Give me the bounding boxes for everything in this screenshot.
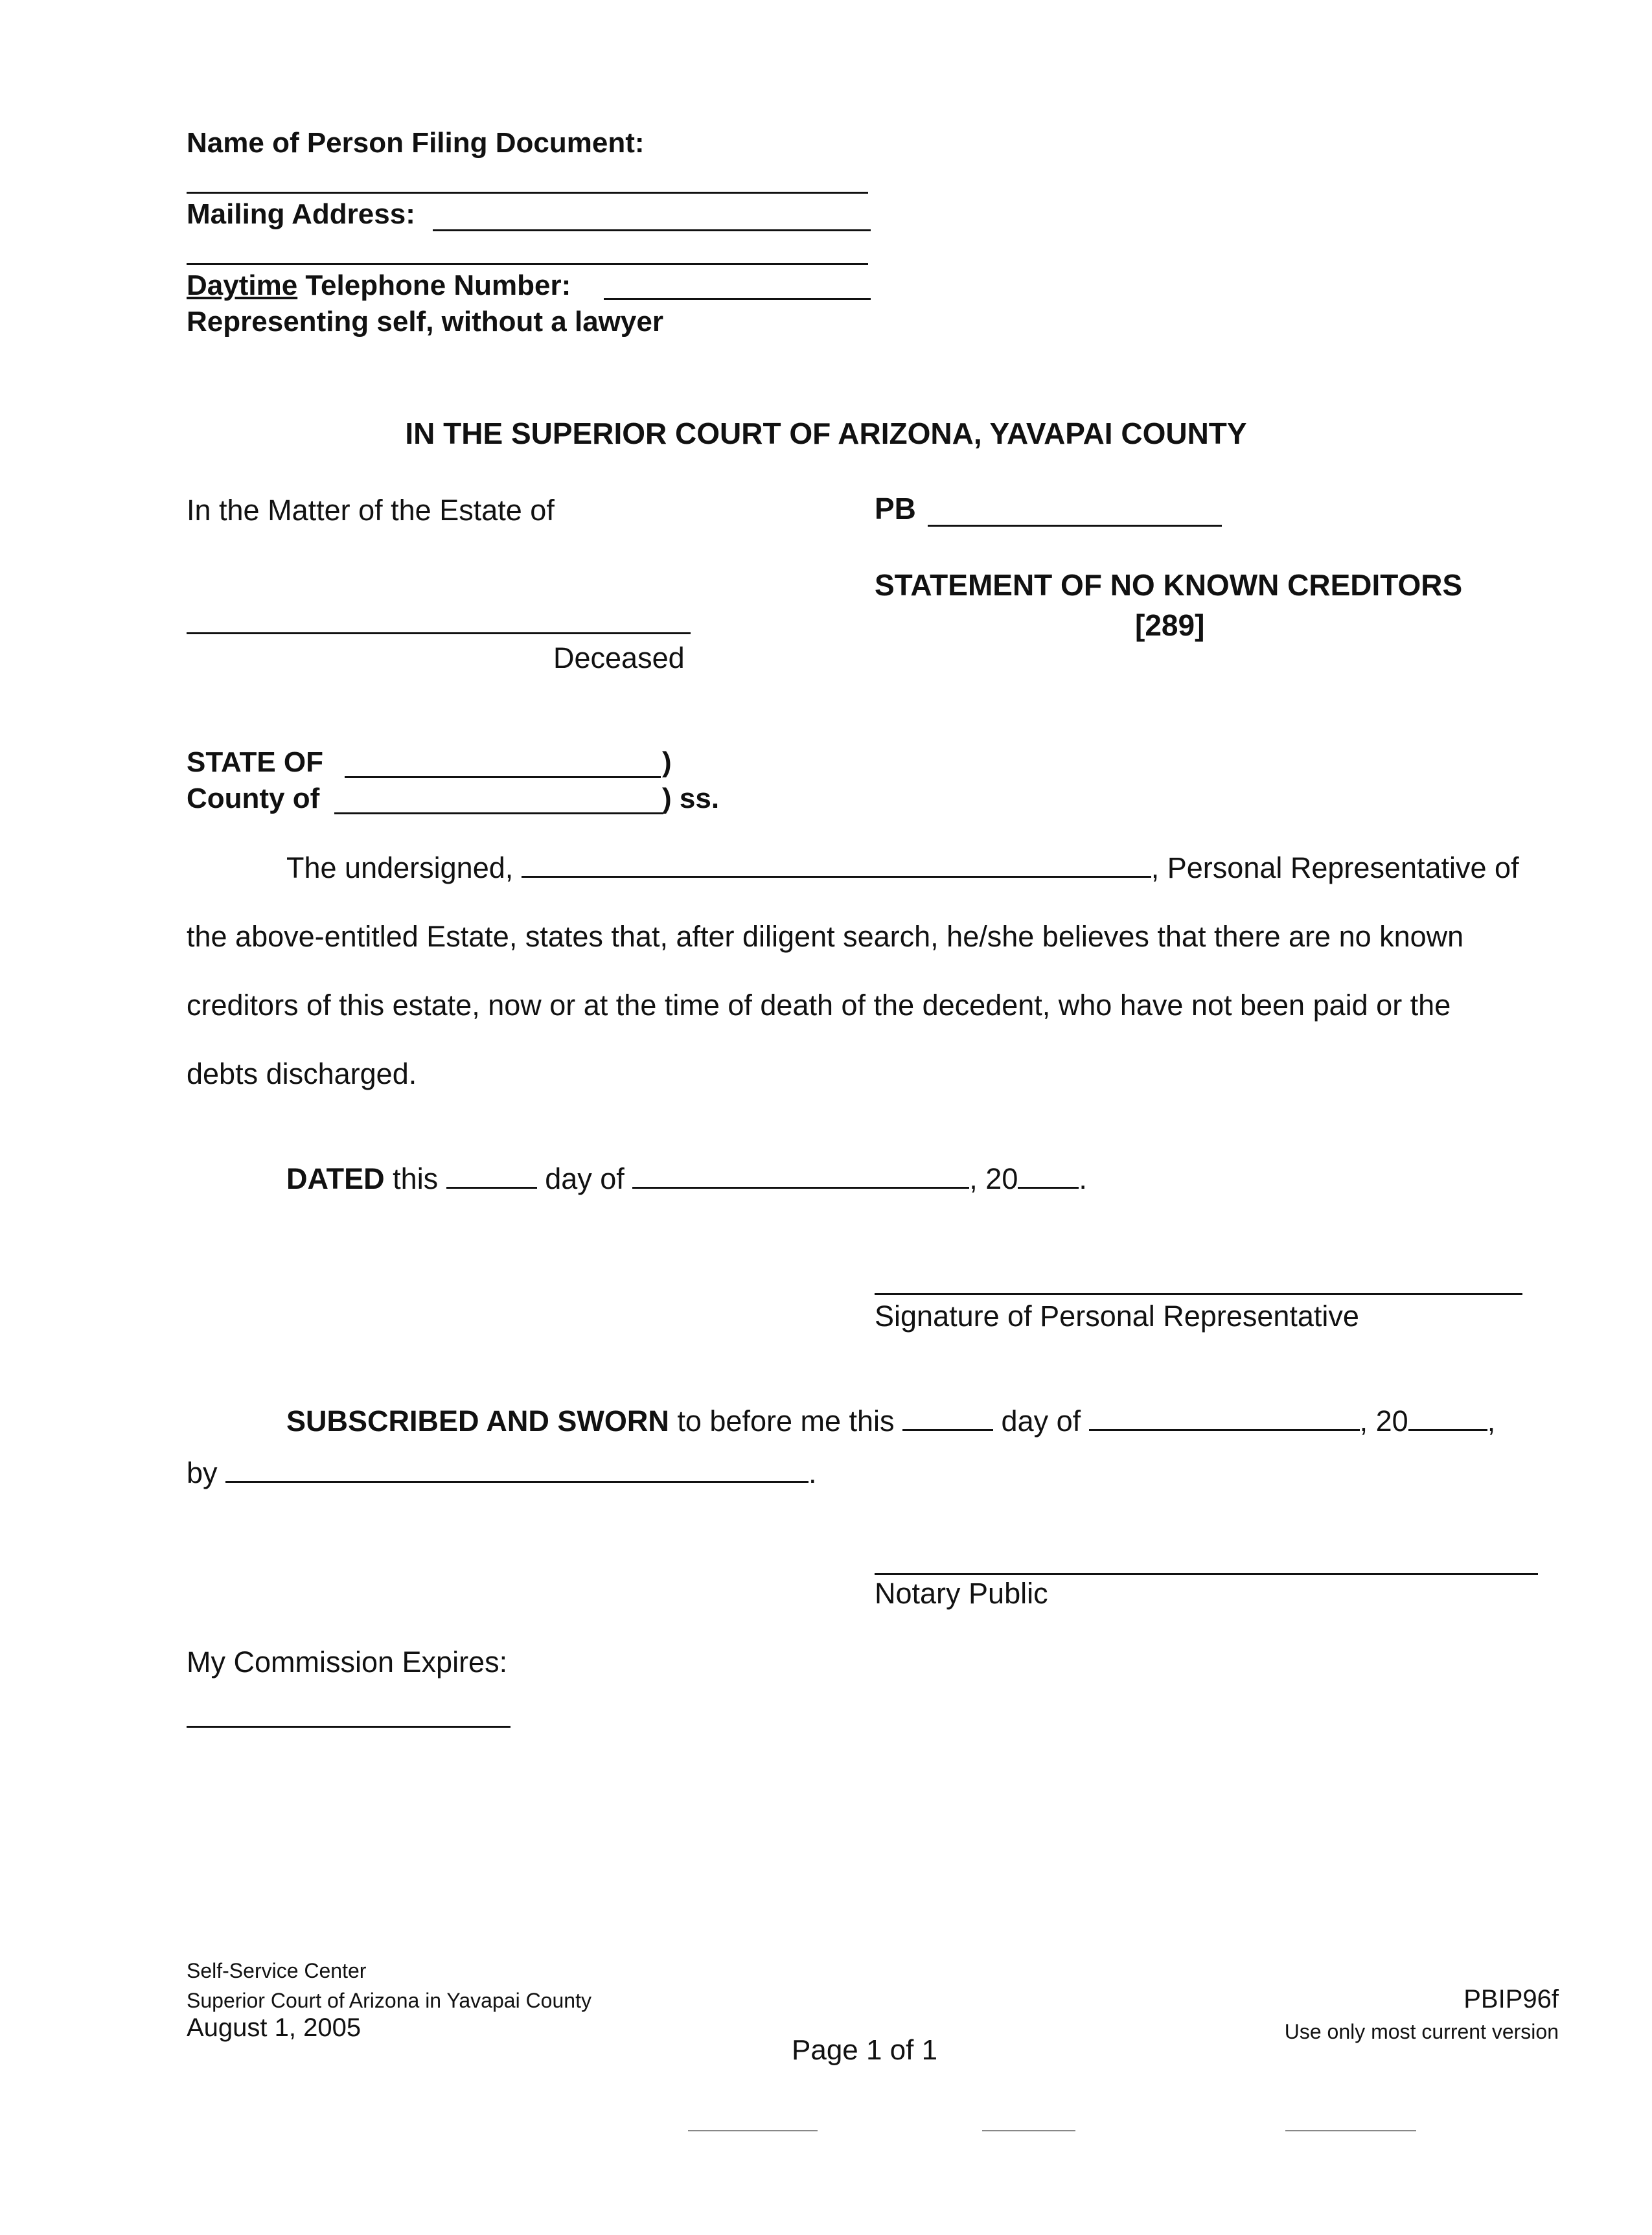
footer-date: August 1, 2005 (187, 2013, 361, 2042)
pb-label: PB (875, 492, 916, 525)
footer-court-name: Superior Court of Arizona in Yavapai County (187, 1989, 591, 2012)
mailing-address-field-2[interactable] (187, 263, 868, 265)
mailing-address-field[interactable] (433, 229, 871, 231)
sworn-comma: , (1487, 1404, 1496, 1438)
county-field[interactable] (334, 812, 663, 814)
daytime-word: Daytime (187, 269, 298, 301)
footer-page-number: Page 1 of 1 (792, 2034, 938, 2066)
filer-name-field[interactable] (187, 192, 868, 194)
sworn-comma-20: , 20 (1359, 1404, 1408, 1438)
deceased-label: Deceased (553, 641, 685, 674)
estate-matter-label: In the Matter of the Estate of (187, 494, 555, 527)
representing-self-label: Representing self, without a lawyer (187, 306, 663, 338)
footer-version-note: Use only most current version (1284, 2020, 1559, 2043)
pb-case-number-field[interactable] (928, 525, 1222, 527)
commission-expires-label: My Commission Expires: (187, 1645, 508, 1679)
document-title: STATEMENT OF NO KNOWN CREDITORS (875, 568, 1463, 602)
sworn-by-field[interactable] (225, 1459, 809, 1483)
statement-line-4: debts discharged. (187, 1057, 417, 1090)
scan-mark-1 (688, 2130, 818, 2131)
state-paren: ) (662, 746, 672, 778)
pr-signature-line[interactable] (875, 1293, 1522, 1295)
county-of-label: County of (187, 783, 320, 814)
sworn-month-field[interactable] (1089, 1407, 1360, 1431)
dated-day-of: day of (536, 1162, 633, 1195)
dated-label: DATED (286, 1162, 385, 1195)
dated-comma-20: , 20 (969, 1162, 1018, 1195)
sworn-day-of: day of (993, 1404, 1089, 1438)
scan-mark-3 (1285, 2130, 1416, 2131)
court-title: IN THE SUPERIOR COURT OF ARIZONA, YAVAPAI COUNTY (405, 417, 1247, 450)
sworn-text: to before me this (669, 1404, 903, 1438)
dated-period: . (1079, 1162, 1087, 1195)
commission-expires-field[interactable] (187, 1726, 511, 1728)
state-field[interactable] (345, 776, 661, 778)
scan-mark-2 (982, 2130, 1075, 2131)
phone-label-text: Telephone Number: (297, 269, 571, 301)
sworn-line (286, 1404, 1495, 1438)
phone-label (187, 269, 571, 302)
statement-line-3: creditors of this estate, now or at the time of death of the decedent, who have not been paid or the (187, 989, 1451, 1022)
pr-signature-caption: Signature of Personal Representative (875, 1300, 1359, 1333)
statement-line-1 (286, 851, 1519, 885)
mailing-address-label: Mailing Address: (187, 198, 415, 230)
dated-day-field[interactable] (446, 1165, 537, 1189)
dated-month-field[interactable] (632, 1165, 969, 1189)
sworn-label: SUBSCRIBED AND SWORN (286, 1404, 669, 1438)
sworn-year-field[interactable] (1408, 1407, 1487, 1431)
statement-line-2: the above-entitled Estate, states that, after diligent search, he/she believes that there are no known (187, 920, 1464, 953)
undersigned-label: The undersigned, (286, 851, 514, 884)
sworn-by-label: by (187, 1456, 226, 1489)
decedent-name-field[interactable] (187, 632, 691, 634)
personal-representative-label: , Personal Representative of (1151, 851, 1519, 884)
dated-year-field[interactable] (1018, 1165, 1079, 1189)
dated-line (286, 1162, 1087, 1196)
dated-this: this (384, 1162, 446, 1195)
footer-center-name: Self-Service Center (187, 1959, 367, 1982)
notary-caption: Notary Public (875, 1577, 1048, 1610)
footer-form-code: PBIP96f (1463, 1985, 1559, 2013)
state-of-label: STATE OF (187, 746, 324, 778)
sworn-by-line (187, 1456, 817, 1490)
sworn-by-period: . (809, 1456, 817, 1489)
personal-representative-name-field[interactable] (522, 854, 1151, 878)
county-paren-ss: ) ss. (662, 783, 720, 814)
filer-name-label: Name of Person Filing Document: (187, 127, 645, 159)
document-code: [289] (1135, 608, 1205, 642)
sworn-day-field[interactable] (902, 1407, 993, 1431)
notary-signature-line[interactable] (875, 1573, 1538, 1575)
phone-field[interactable] (604, 298, 871, 300)
